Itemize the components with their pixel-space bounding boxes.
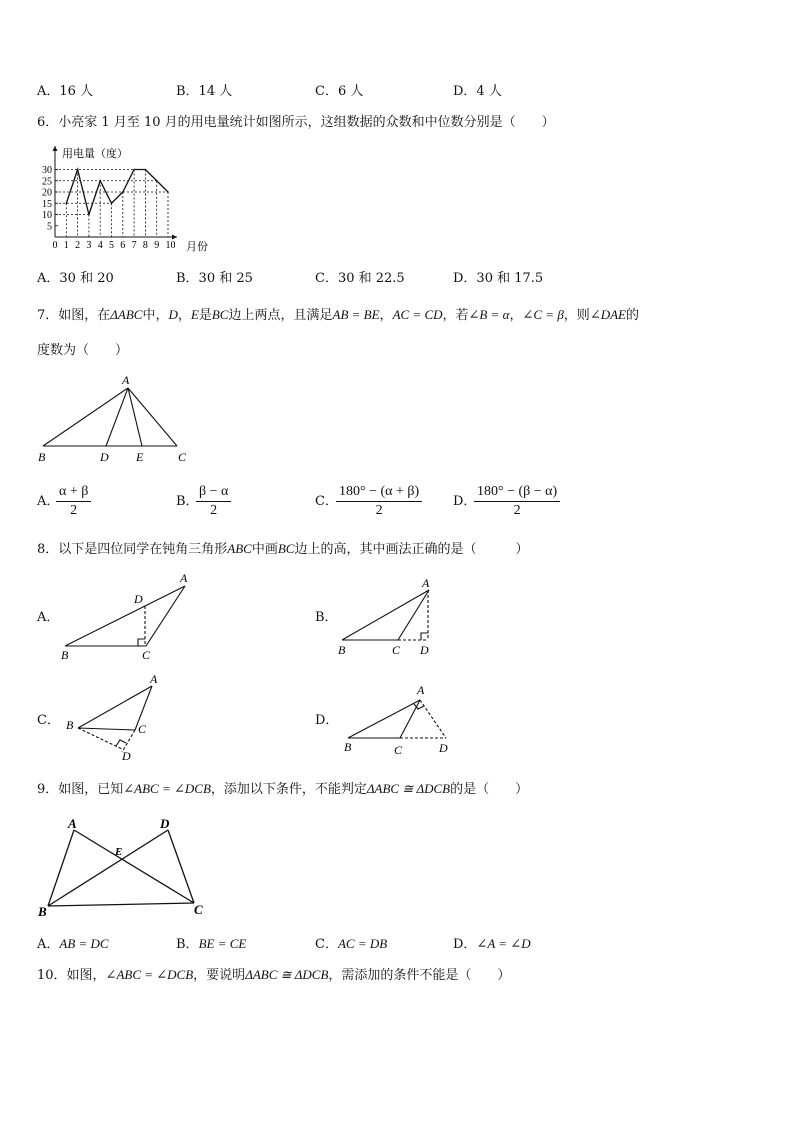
svg-text:D: D bbox=[122, 749, 131, 763]
chart-x-tick: 5 bbox=[109, 240, 114, 251]
chart-y-tick: 25 bbox=[42, 176, 52, 188]
q9-option-b: B．BE = CE bbox=[176, 936, 247, 952]
chart-y-tick: 20 bbox=[42, 187, 52, 199]
svg-text:C: C bbox=[142, 648, 151, 662]
q8-option-d-letter: D． bbox=[315, 713, 339, 728]
svg-text:B: B bbox=[338, 643, 346, 657]
chart-point bbox=[111, 202, 113, 204]
svg-text:D: D bbox=[420, 643, 429, 657]
chart-x-tick: 3 bbox=[86, 240, 92, 251]
svg-text:B: B bbox=[66, 718, 74, 732]
q7-option-b-fraction: $\frac{\beta - \alpha}{2}$ bbox=[196, 483, 231, 520]
chart-y-arrow bbox=[53, 146, 58, 151]
q10-stem: 10．如图，∠ABC = ∠DCB，要说明ΔABC ≅ ΔDCB，需添加的条件不能是（ ） bbox=[37, 967, 511, 983]
q6-option-c: C．30 和 22.5 bbox=[315, 271, 405, 286]
svg-text:E: E bbox=[136, 450, 144, 464]
q5-option-d: D．4 人 bbox=[453, 84, 502, 99]
chart-x-tick: 6 bbox=[120, 240, 126, 251]
svg-text:A: A bbox=[417, 683, 425, 697]
chart-ylabel: 用电量（度） bbox=[62, 148, 128, 160]
chart-x-tick: 7 bbox=[131, 240, 137, 251]
svg-text:E: E bbox=[115, 846, 123, 858]
svg-text:A: A bbox=[422, 576, 430, 590]
q5-option-b: B．14 人 bbox=[176, 84, 233, 99]
q9-option-c: C．AC = DB bbox=[315, 936, 388, 952]
q7-option-b-letter: B． bbox=[176, 494, 199, 509]
q5-option-c: C．6 人 bbox=[315, 84, 364, 99]
chart-x-tick: 4 bbox=[97, 240, 103, 251]
chart-x-tick: 8 bbox=[142, 240, 148, 251]
chart-point bbox=[133, 169, 135, 171]
q7-option-d-fraction: $\frac{180^\circ - (\beta - \alpha)}{2}$ bbox=[474, 483, 560, 520]
svg-text:A: A bbox=[180, 571, 188, 585]
chart-x-arrow bbox=[172, 235, 177, 240]
chart-xlabel: 月份 bbox=[186, 241, 208, 253]
svg-text:D: D bbox=[160, 816, 170, 831]
svg-text:B: B bbox=[61, 648, 69, 662]
svg-text:B: B bbox=[344, 740, 352, 754]
q8-stem: 8．以下是四位同学在钝角三角形ABC中画BC边上的高，其中画法正确的是（ ） bbox=[37, 541, 529, 557]
q6-line-chart bbox=[36, 144, 236, 254]
chart-x-tick: 10 bbox=[165, 240, 176, 251]
chart-point bbox=[66, 202, 68, 204]
svg-text:C: C bbox=[138, 722, 147, 736]
chart-point bbox=[99, 180, 101, 182]
svg-text:C: C bbox=[178, 450, 187, 464]
q8-option-c-figure bbox=[62, 672, 172, 762]
svg-text:C: C bbox=[194, 902, 203, 917]
svg-text:A: A bbox=[122, 373, 130, 387]
q7-option-c-letter: C． bbox=[315, 494, 338, 509]
q9-option-a: A．AB = DC bbox=[37, 936, 109, 952]
svg-text:D: D bbox=[100, 450, 109, 464]
q8-option-a-figure bbox=[56, 570, 206, 660]
q8-option-d-figure bbox=[338, 682, 468, 762]
q7-option-d-letter: D． bbox=[453, 494, 477, 509]
chart-y-tick: 10 bbox=[42, 210, 52, 221]
q8-option-c-letter: C． bbox=[37, 713, 60, 728]
chart-point bbox=[88, 214, 90, 216]
q9-option-d: D．∠A = ∠D bbox=[453, 936, 531, 952]
q7-triangle-figure bbox=[36, 372, 196, 462]
svg-text:B: B bbox=[38, 450, 46, 464]
q9-figure bbox=[36, 812, 216, 922]
q6-stem: 6．小亮家 1 月至 10 月的用电量统计如图所示，这组数据的众数和中位数分别是（ ） bbox=[37, 115, 555, 130]
chart-x-tick: 1 bbox=[63, 240, 69, 251]
chart-x-tick: 0 bbox=[52, 240, 58, 251]
chart-y-tick: 30 bbox=[42, 165, 52, 176]
chart-y-tick: 5 bbox=[47, 221, 52, 233]
svg-text:C: C bbox=[394, 743, 403, 757]
q6-option-b: B．30 和 25 bbox=[176, 271, 253, 286]
svg-text:D: D bbox=[439, 741, 448, 755]
q6-option-d: D．30 和 17.5 bbox=[453, 271, 544, 286]
q6-option-a: A．30 和 20 bbox=[37, 271, 114, 286]
svg-text:D: D bbox=[134, 592, 143, 606]
q5-option-a: A．16 人 bbox=[37, 84, 94, 99]
q7-stem: 7．如图，在ΔABC中，D，E是BC边上两点，且满足AB = BE，AC = CD，若∠B = α，∠C = β，则∠DAE的 bbox=[37, 307, 639, 323]
chart-point bbox=[167, 191, 169, 193]
q8-option-b-letter: B． bbox=[315, 610, 338, 625]
q8-option-b-figure bbox=[334, 574, 454, 659]
chart-y-tick: 15 bbox=[42, 198, 52, 210]
chart-point bbox=[122, 191, 124, 193]
q7-option-a-letter: A． bbox=[37, 494, 60, 509]
chart-point bbox=[77, 169, 79, 171]
svg-text:C: C bbox=[392, 643, 401, 657]
q7-option-c-fraction: $\frac{180^\circ - (\alpha + \beta)}{2}$ bbox=[336, 483, 422, 520]
svg-text:B: B bbox=[38, 904, 47, 919]
svg-text:A: A bbox=[68, 816, 77, 831]
q7-option-a-fraction: $\frac{\alpha + \beta}{2}$ bbox=[56, 483, 91, 520]
chart-point bbox=[145, 169, 147, 171]
chart-point bbox=[156, 180, 158, 182]
chart-x-tick: 2 bbox=[75, 240, 81, 251]
svg-text:A: A bbox=[150, 672, 158, 686]
q9-stem: 9．如图，已知∠ABC = ∠DCB，添加以下条件，不能判定ΔABC ≅ ΔDCB的是（ ） bbox=[37, 781, 529, 797]
q7-stem-line2: 度数为（ ） bbox=[37, 343, 129, 358]
chart-x-tick: 9 bbox=[154, 240, 160, 251]
q8-option-a-letter: A． bbox=[37, 610, 60, 625]
